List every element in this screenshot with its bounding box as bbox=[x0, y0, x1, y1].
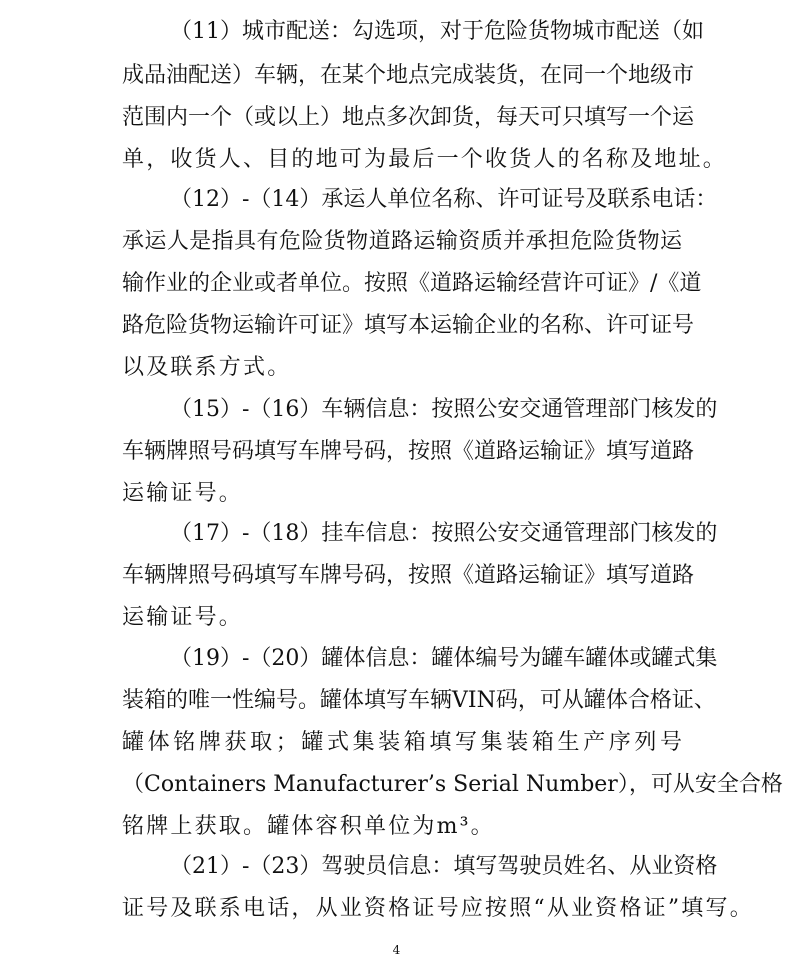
text-line: （Containers Manufacturer’s Serial Number），可从安全合格 bbox=[122, 772, 783, 797]
text-line: 单，收货人、目的地可为最后一个收货人的名称及地址。 bbox=[122, 147, 728, 172]
text-line: 以及联系方式。 bbox=[122, 355, 292, 380]
text-line: （19）-（20）罐体信息：罐体编号为罐车罐体或罐式集 bbox=[170, 646, 718, 671]
text-line: （21）-（23）驾驶员信息：填写驾驶员姓名、从业资格 bbox=[170, 854, 718, 879]
text-line: 铭牌上获取。罐体容积单位为m³。 bbox=[122, 814, 495, 839]
text-line: 范围内一个（或以上）地点多次卸货，每天可只填写一个运 bbox=[122, 105, 695, 130]
text-line: 成品油配送）车辆，在某个地点完成装货，在同一个地级市 bbox=[122, 63, 695, 88]
text-line: 运输证号。 bbox=[122, 481, 244, 506]
text-line: 装箱的唯一性编号。罐体填写车辆VIN码，可从罐体合格证、 bbox=[122, 688, 716, 713]
page-number: 4 bbox=[392, 943, 401, 957]
text-line: （11）城市配送：勾选项，对于危险货物城市配送（如 bbox=[170, 19, 704, 44]
text-line: 承运人是指具有危险货物道路运输资质并承担危险货物运 bbox=[122, 229, 682, 254]
text-line: 输作业的企业或者单位。按照《道路运输经营许可证》/《道 bbox=[122, 271, 702, 296]
text-line: 证号及联系电话，从业资格证号应按照“从业资格证”填写。 bbox=[122, 896, 754, 921]
text-line: 罐体铭牌获取；罐式集装箱填写集装箱生产序列号 bbox=[122, 730, 682, 755]
text-line: 车辆牌照号码填写车牌号码，按照《道路运输证》填写道路 bbox=[122, 439, 695, 464]
text-line: 路危险货物运输许可证》填写本运输企业的名称、许可证号 bbox=[122, 313, 695, 338]
text-line: （12）-（14）承运人单位名称、许可证号及联系电话： bbox=[170, 187, 718, 212]
text-line: 运输证号。 bbox=[122, 605, 244, 630]
text-line: （17）-（18）挂车信息：按照公安交通管理部门核发的 bbox=[170, 521, 718, 546]
text-line: （15）-（16）车辆信息：按照公安交通管理部门核发的 bbox=[170, 397, 718, 422]
text-line: 车辆牌照号码填写车牌号码，按照《道路运输证》填写道路 bbox=[122, 563, 695, 588]
